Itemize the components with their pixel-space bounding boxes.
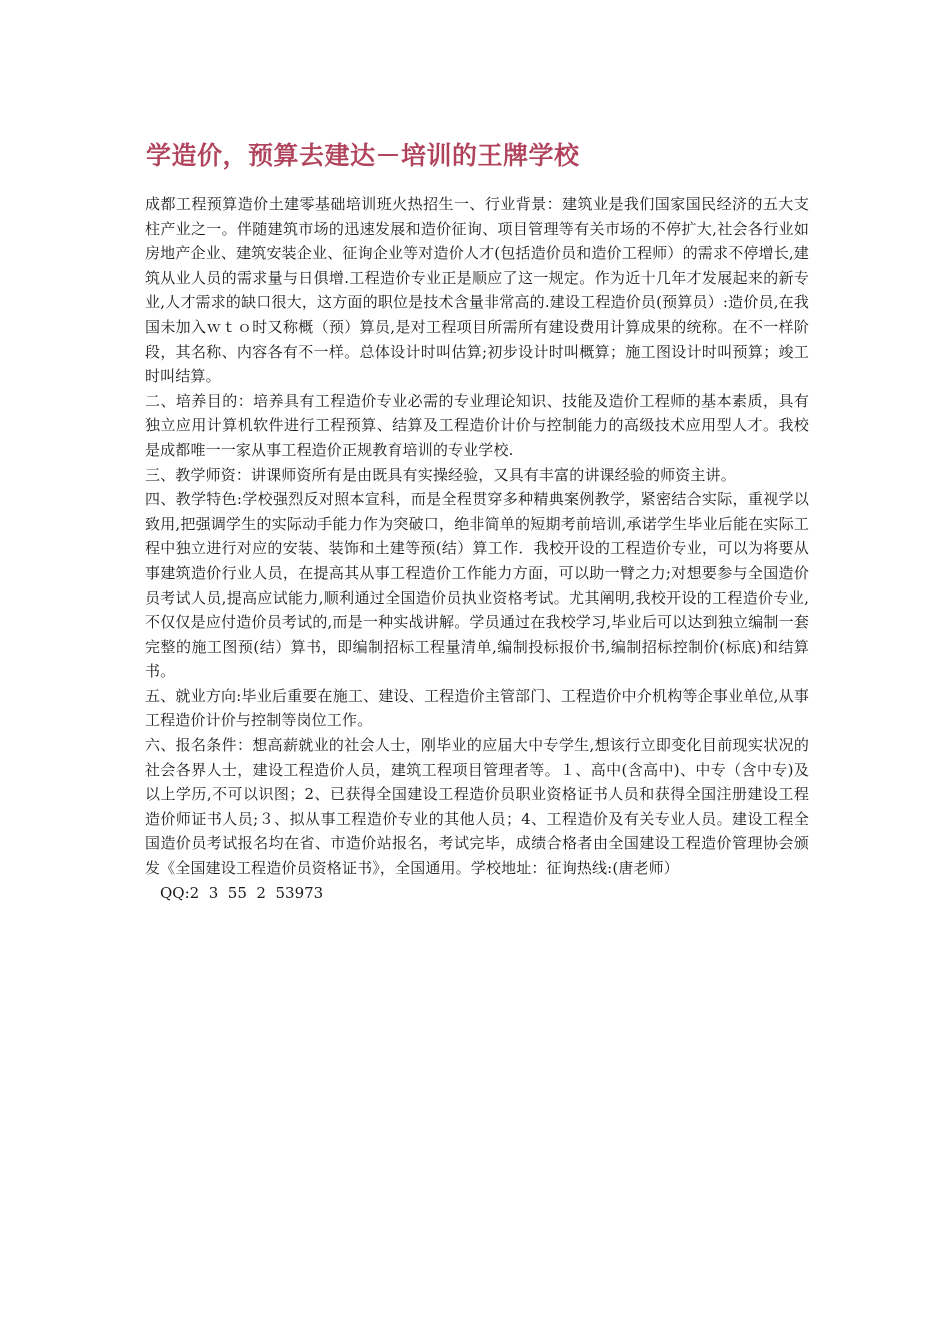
- paragraph-teaching-features: 四、教学特色:学校强烈反对照本宣科，而是全程贯穿多种精典案例教学，紧密结合实际，重视学以致用,把强调学生的实际动手能力作为突破口，绝非简单的短期考前培训,承诺学生毕业后能在实际工程中独立进行对应的安装、装饰和土建等预(结）算工作．我校开设的工程造价专业，可以为将要从事建筑造价行业人员，在提高其从事工程造价工作能力方面，可以助一臂之力;对想要参与全国造价员考试人员,提高应试能力,顺利通过全国造价员执业资格考试。尤其阐明,我校开设的工程造价专业,不仅仅是应付造价员考试的,而是一种实战讲解。学员通过在我校学习,毕业后可以达到独立编制一套完整的施工图预(结）算书，即编制招标工程量清单,编制投标报价书,编制招标控制价(标底)和结算书。: [145, 490, 809, 681]
- paragraph-training-goal: 二、培养目的：培养具有工程造价专业必需的专业理论知识、技能及造价工程师的基本素质，具有独立应用计算机软件进行工程预算、结算及工程造价计价与控制能力的高级技术应用型人才。我校是成都唯一一家从事工程造价正规教育培训的专业学校.: [145, 391, 809, 459]
- qq-contact: QQ:2 3 55 2 53973: [160, 883, 324, 902]
- paragraph-employment-direction: 五、就业方向:毕业后重要在施工、建设、工程造价主管部门、工程造价中介机构等企事业单位,从事工程造价计价与控制等岗位工作。: [145, 686, 809, 730]
- document-title: 学造价，预算去建达－培训的王牌学校: [146, 141, 580, 170]
- paragraph-teaching-staff: 三、教学师资：讲课师资所有是由既具有实操经验，又具有丰富的讲课经验的师资主讲。: [145, 465, 736, 484]
- paragraph-industry-background: 成都工程预算造价土建零基础培训班火热招生一、行业背景：建筑业是我们国家国民经济的五大支柱产业之一。伴随建筑市场的迅速发展和造价征询、项目管理等有关市场的不停扩大,社会各行业如房地产企业、建筑安装企业、征询企业等对造价人才(包括造价员和造价工程师）的需求不停增长,建筑从业人员的需求量与日俱增.工程造价专业正是顺应了这一规定。作为近十几年才发展起来的新专业,人才需求的缺口很大，这方面的职位是技术含量非常高的.建设工程造价员(预算员）:造价员,在我国未加入ｗｔｏ时又称概（预）算员,是对工程项目所需所有建设费用计算成果的统称。在不一样阶段，其名称、内容各有不一样。总体设计时叫估算;初步设计时叫概算；施工图设计时叫预算；竣工时叫结算。: [145, 195, 809, 386]
- document-body: [145, 192, 809, 905]
- paragraph-enrollment-conditions: 六、报名条件：想高薪就业的社会人士，刚毕业的应届大中专学生,想该行立即变化目前现实状况的社会各界人士，建设工程造价人员，建筑工程项目管理者等。１、高中(含高中)、中专（含中专)及以上学历,不可以识图；2、已获得全国建设工程造价员职业资格证书人员和获得全国注册建设工程造价师证书人员;３、拟从事工程造价专业的其他人员；4、工程造价及有关专业人员。建设工程全国造价员考试报名均在省、市造价站报名，考试完毕，成绩合格者由全国建设工程造价管理协会颁发《全国建设工程造价员资格证书》，全国通用。学校地址：征询热线:(唐老师）: [145, 736, 809, 878]
